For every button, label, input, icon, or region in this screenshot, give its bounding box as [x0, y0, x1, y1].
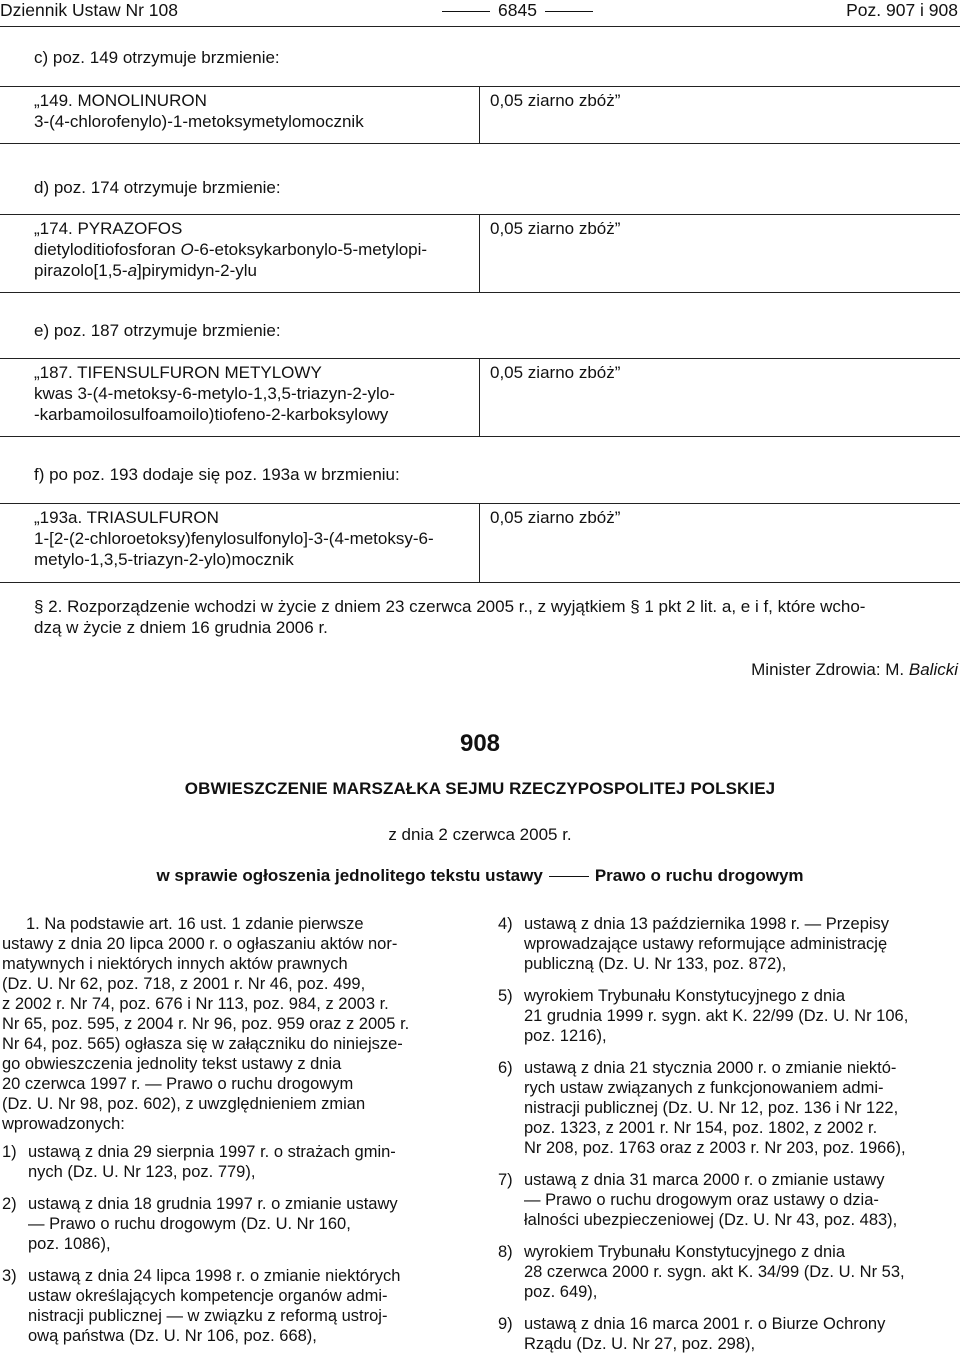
document-title: OBWIESZCZENIE MARSZAŁKA SEJMU RZECZYPOSPOLITEJ POLSKIEJ: [184, 779, 776, 798]
page-number: [434, 0, 601, 21]
amendment-intro-f: f) po poz. 193 dodaje się poz. 193a w brzmieniu:: [34, 465, 400, 484]
residue-limit: 0,05 ziarno zbóż”: [490, 91, 621, 110]
substance-description: [34, 90, 474, 132]
substance-chemical-name: metylo-1,3,5-triazyn-2-ylo)mocznik: [34, 550, 294, 569]
em-dash: [549, 876, 589, 877]
text-line: Nr 64, poz. 565) ogłasza się w załączniku do niniejsze-: [2, 1035, 403, 1053]
text-line: (Dz. U. Nr 98, poz. 602), z uwzględnieniem zmian: [2, 1095, 366, 1113]
substance-chemical-name: 1-[2-(2-chloroetoksy)fenylosulfonylo]-3-(4-metoksy-6-: [34, 529, 434, 548]
amendment-box-c: [0, 86, 960, 144]
document-date: z dnia 2 czerwca 2005 r.: [388, 825, 572, 844]
text-line: wyrokiem Trybunału Konstytucyjnego z dnia: [524, 987, 845, 1005]
list-item: [498, 1314, 958, 1354]
list-item: [498, 1242, 958, 1302]
list-item-number: 3): [2, 1267, 17, 1285]
signature: [751, 660, 958, 680]
list-item: [498, 986, 958, 1046]
section-2-line: dzą w życie z dniem 16 grudnia 2006 r.: [34, 618, 328, 637]
column-divider: [479, 87, 480, 143]
header-divider: [0, 26, 960, 27]
text-line: z 2002 r. Nr 74, poz. 676 i Nr 113, poz. 984, z 2003 r.: [2, 995, 389, 1013]
list-item: [498, 914, 958, 974]
amendment-intro-d: d) poz. 174 otrzymuje brzmienie:: [34, 178, 281, 197]
list-item: [2, 1194, 468, 1254]
right-column: [498, 914, 958, 1354]
text-line: ustaw określających kompetencje organów admi-: [28, 1287, 388, 1305]
text-line: (Dz. U. Nr 62, poz. 718, z 2001 r. Nr 46, poz. 499,: [2, 975, 366, 993]
text-line: 21 grudnia 1999 r. sygn. akt K. 22/99 (Dz. U. Nr 106,: [524, 1007, 909, 1025]
journal-title: Dziennik Ustaw Nr 108: [0, 0, 178, 20]
list-item-number: 8): [498, 1243, 513, 1261]
list-item: [2, 1142, 468, 1182]
residue-limit: 0,05 ziarno zbóż”: [490, 363, 621, 382]
intro-paragraph: [2, 914, 468, 1134]
text-line: 20 czerwca 1997 r. — Prawo o ruchu drogowym: [2, 1075, 354, 1093]
list-item-number: 4): [498, 915, 513, 933]
amendment-box-e: [0, 358, 960, 437]
substance-chemical-name-line2: pirazolo[1,5-a]pirymidyn-2-ylu: [34, 261, 258, 280]
column-divider: [479, 504, 480, 582]
section-2-line: § 2. Rozporządzenie wchodzi w życie z dniem 23 czerwca 2005 r., z wyjątkiem § 1 pkt 2 lit. a, e i f, które wcho-: [34, 597, 866, 616]
document-subject-part: w sprawie ogłoszenia jednolitego tekstu ustawy: [156, 866, 543, 885]
text-line: go obwieszczenia jednolity tekst ustawy z dnia: [2, 1055, 342, 1073]
amendment-intro-e: e) poz. 187 otrzymuje brzmienie:: [34, 321, 281, 340]
document-subject: [0, 866, 960, 886]
column-divider: [479, 359, 480, 436]
column-divider: [479, 215, 480, 292]
list-item: [498, 1058, 958, 1158]
text-line: ustawą z dnia 13 października 1998 r. — Przepisy: [524, 915, 890, 933]
list-item: [498, 1170, 958, 1230]
text-line: poz. 1216),: [524, 1027, 607, 1045]
text-line: poz. 1086),: [28, 1235, 111, 1253]
page-number-text: 6845: [498, 0, 537, 20]
residue-limit: 0,05 ziarno zbóż”: [490, 508, 621, 527]
list-item-number: 1): [2, 1143, 17, 1161]
substance-name: „187. TIFENSULFURON METYLOWY: [34, 363, 322, 382]
text-line: — Prawo o ruchu drogowym (Dz. U. Nr 160,: [28, 1215, 351, 1233]
left-column: [2, 914, 468, 1346]
list-item-number: 2): [2, 1195, 17, 1213]
list-item-number: 6): [498, 1059, 513, 1077]
position-reference: Poz. 907 i 908: [846, 0, 958, 20]
substance-chemical-name: kwas 3-(4-metoksy-6-metylo-1,3,5-triazyn-2-ylo-: [34, 384, 395, 403]
text-line: wyrokiem Trybunału Konstytucyjnego z dnia: [524, 1243, 845, 1261]
text-line: ową państwa (Dz. U. Nr 106, poz. 668),: [28, 1327, 317, 1345]
text-line: ustawą z dnia 21 stycznia 2000 r. o zmianie niektó-: [524, 1059, 897, 1077]
substance-chemical-name: 3-(4-chlorofenylo)-1-metoksymetylomocznik: [34, 112, 364, 131]
text-line: rych ustaw związanych z funkcjonowaniem admi-: [524, 1079, 884, 1097]
list-item-number: 9): [498, 1315, 513, 1333]
text-line: ustawą z dnia 29 sierpnia 1997 r. o strażach gmin-: [28, 1143, 396, 1161]
signature-name: Balicki: [908, 660, 958, 679]
list-item-number: 5): [498, 987, 513, 1005]
list-item: [2, 1266, 468, 1346]
substance-name: „193a. TRIASULFURON: [34, 508, 219, 527]
substance-description: [34, 218, 474, 281]
substance-description: [34, 362, 474, 425]
text-line: nistracji publicznej — w związku z reformą ustroj-: [28, 1307, 388, 1325]
text-line: 1. Na podstawie art. 16 ust. 1 zdanie pierwsze: [26, 915, 364, 933]
signature-title: Minister Zdrowia: M.: [751, 660, 909, 679]
document-number: 908: [459, 730, 501, 757]
text-line: — Prawo o ruchu drogowym oraz ustawy o dzia-: [524, 1191, 879, 1209]
text-line: Rządu (Dz. U. Nr 27, poz. 298),: [524, 1335, 756, 1353]
text-line: nych (Dz. U. Nr 123, poz. 779),: [28, 1163, 256, 1181]
text-line: publiczną (Dz. U. Nr 133, poz. 872),: [524, 955, 787, 973]
page-header: [0, 0, 960, 22]
text-line: ustawy z dnia 20 lipca 2000 r. o ogłaszaniu aktów nor-: [2, 935, 398, 953]
text-line: Nr 208, poz. 1763 oraz z 2003 r. Nr 203, poz. 1966),: [524, 1139, 906, 1157]
text-line: poz. 649),: [524, 1283, 598, 1301]
text-line: wprowadzające ustawy reformujące administrację: [524, 935, 888, 953]
substance-chemical-name: -karbamoilosulfoamoilo)tiofeno-2-karboksylowy: [34, 405, 389, 424]
substance-chemical-name-line1: dietyloditiofosforan O-6-etoksykarbonylo-5-metylopi-: [34, 240, 428, 259]
text-line: nistracji publicznej (Dz. U. Nr 12, poz. 136 i Nr 122,: [524, 1099, 899, 1117]
text-line: wprowadzonych:: [2, 1115, 125, 1133]
substance-name: „149. MONOLINURON: [34, 91, 207, 110]
amendment-intro-c: c) poz. 149 otrzymuje brzmienie:: [34, 48, 280, 67]
text-line: ustawą z dnia 31 marca 2000 r. o zmianie ustawy: [524, 1171, 885, 1189]
text-line: łalności ubezpieczeniowej (Dz. U. Nr 43, poz. 483),: [524, 1211, 898, 1229]
section-2-paragraph: [34, 596, 958, 638]
amendment-box-d: [0, 214, 960, 293]
text-line: ustawą z dnia 24 lipca 1998 r. o zmianie niektórych: [28, 1267, 401, 1285]
text-line: matywnych i niektórych innych aktów prawnych: [2, 955, 348, 973]
text-line: 28 czerwca 2000 r. sygn. akt K. 34/99 (Dz. U. Nr 53,: [524, 1263, 905, 1281]
amendment-box-f: [0, 503, 960, 583]
text-line: ustawą z dnia 18 grudnia 1997 r. o zmianie ustawy: [28, 1195, 398, 1213]
list-item-number: 7): [498, 1171, 513, 1189]
text-line: ustawą z dnia 16 marca 2001 r. o Biurze Ochrony: [524, 1315, 886, 1333]
substance-description: [34, 507, 474, 570]
document-subject-part: Prawo o ruchu drogowym: [594, 866, 804, 885]
residue-limit: 0,05 ziarno zbóż”: [490, 219, 621, 238]
substance-name: „174. PYRAZOFOS: [34, 219, 183, 238]
text-line: Nr 65, poz. 595, z 2004 r. Nr 96, poz. 959 oraz z 2005 r.: [2, 1015, 410, 1033]
text-line: poz. 1323, z 2001 r. Nr 154, poz. 1802, z 2002 r.: [524, 1119, 878, 1137]
